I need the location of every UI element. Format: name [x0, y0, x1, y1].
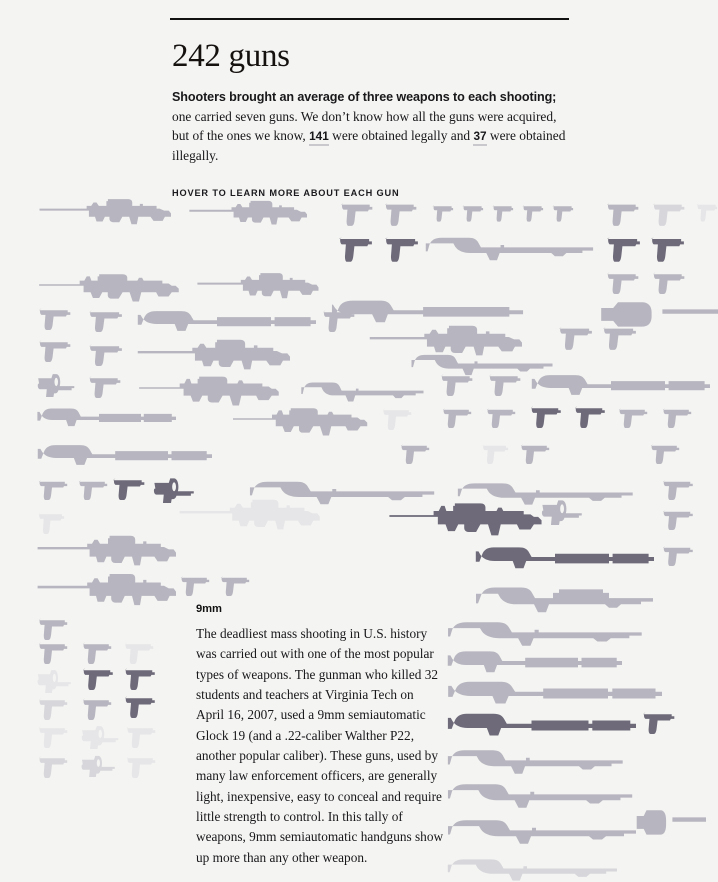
gun-icon-pistol-sm[interactable]: [460, 201, 490, 223]
gun-silhouette-pumpshotgun: [36, 439, 212, 477]
gun-silhouette-pistol: [36, 305, 80, 331]
gun-silhouette-pistol-sm: [490, 201, 520, 223]
gun-silhouette-ak47: [230, 401, 380, 437]
legal-count: 141: [309, 129, 329, 146]
gun-silhouette-pistol-sm: [550, 201, 580, 223]
gun-icon-pistol[interactable]: [640, 709, 684, 735]
gun-silhouette-pistol: [218, 573, 258, 597]
gun-icon-pistol[interactable]: [660, 507, 702, 531]
gun-icon-pistol[interactable]: [80, 665, 122, 691]
gun-icon-ak47[interactable]: [230, 401, 380, 437]
gun-icon-revolver[interactable]: [80, 753, 120, 777]
gun-icon-ar15[interactable]: [36, 569, 196, 611]
gun-icon-revolver[interactable]: [36, 371, 80, 397]
gun-silhouette-pistol: [36, 723, 76, 749]
gun-silhouette-pistol: [124, 723, 164, 749]
gun-silhouette-pistol: [616, 405, 656, 429]
gun-icon-pistol[interactable]: [556, 323, 602, 351]
gun-icon-pistol[interactable]: [86, 373, 130, 399]
gun-silhouette-pistol: [600, 323, 646, 351]
gun-silhouette-pumpshotgun: [36, 403, 176, 437]
gun-icon-rifle[interactable]: [446, 851, 626, 882]
gun-icon-pistol[interactable]: [486, 371, 530, 397]
gun-icon-pistol[interactable]: [36, 753, 76, 779]
gun-icon-pistol[interactable]: [650, 199, 694, 227]
gun-silhouette-pistol: [122, 639, 162, 665]
gun-silhouette-pistol: [486, 371, 530, 397]
gun-icon-pistol-sm[interactable]: [550, 201, 580, 223]
gun-icon-pistol[interactable]: [382, 233, 428, 263]
gun-icon-pumpshotgun[interactable]: [36, 403, 176, 437]
gun-silhouette-pistol: [480, 441, 516, 465]
gun-silhouette-pistol: [484, 405, 524, 429]
gun-icon-pistol[interactable]: [438, 371, 482, 397]
gun-icon-ar15[interactable]: [196, 269, 336, 303]
gun-silhouette-pistol: [80, 665, 122, 691]
gun-icon-pumpshotgun[interactable]: [36, 439, 212, 477]
gun-icon-ak47[interactable]: [386, 495, 556, 537]
deck-text: [172, 87, 566, 166]
gun-silhouette-pistol: [518, 441, 558, 465]
gun-icon-pistol[interactable]: [648, 233, 694, 263]
gun-silhouette-ar15: [36, 531, 196, 571]
gun-silhouette-pistol: [660, 543, 702, 567]
gun-silhouette-pistol: [110, 475, 154, 501]
gun-icon-pistol[interactable]: [36, 723, 76, 749]
gun-silhouette-pistol: [648, 441, 688, 465]
gun-silhouette-ar15: [196, 269, 336, 303]
gun-icon-pistol[interactable]: [604, 199, 648, 227]
gun-icon-revolver[interactable]: [36, 667, 76, 693]
annotation-body: The deadliest mass shooting in U.S. history was carried out with one of the most popular types of weapons. The gunman who killed 32 students and teachers at Virginia Tech on April 16, 2007, used a 9mm semiautomatic Glock 19 (and a .22-caliber Walther P22, another popular caliber). These guns, used by many law enforcement officers, are generally light, inexpensive, easy to conceal and require little strength to control. In this tally of weapons, 9mm semiautomatic handguns show up more than any other weapon.: [196, 626, 444, 865]
gun-icon-pistol[interactable]: [36, 639, 76, 665]
gun-silhouette-pistol: [122, 665, 164, 691]
gun-silhouette-pistol-sm: [430, 201, 460, 223]
gun-icon-pistol[interactable]: [380, 405, 420, 431]
gun-silhouette-pistol: [36, 337, 80, 363]
gun-icon-stock[interactable]: [636, 803, 706, 839]
gun-icon-pumpshotgun[interactable]: [474, 541, 654, 581]
gun-silhouette-pistol: [440, 405, 480, 429]
gun-silhouette-revolver: [80, 723, 124, 749]
gun-silhouette-pistol: [572, 403, 614, 429]
gun-icon-pistol[interactable]: [122, 639, 162, 665]
gun-icon-pistol[interactable]: [36, 337, 80, 363]
annotation-title: 9mm: [196, 603, 222, 615]
gun-icon-rifle[interactable]: [424, 229, 602, 269]
gun-silhouette-revolver: [36, 371, 80, 397]
gun-silhouette-pistol: [336, 233, 382, 263]
gun-icon-pistol[interactable]: [600, 323, 646, 351]
deck-lead: Shooters brought an average of three weapons to each shooting;: [172, 90, 557, 104]
gun-silhouette-rifle: [446, 811, 646, 853]
gun-silhouette-pistol: [86, 341, 132, 367]
deck-rest-2: were obtained legally and: [328, 128, 474, 144]
gun-icon-pistol[interactable]: [86, 341, 132, 367]
deck-rest-1: one carried seven guns. We don’t know how all the guns were acquired, but of the ones we know,: [172, 108, 557, 144]
gun-silhouette-pistol: [604, 199, 648, 227]
gun-silhouette-pistol: [660, 405, 700, 429]
gun-silhouette-pistol: [382, 233, 428, 263]
gun-silhouette-pistol: [36, 753, 76, 779]
gun-silhouette-pistol: [660, 507, 702, 531]
gun-icon-pistol[interactable]: [382, 199, 426, 227]
gun-icon-pistol[interactable]: [218, 573, 258, 597]
gun-icon-pistol[interactable]: [36, 305, 80, 331]
gun-silhouette-ar15: [38, 195, 190, 229]
gun-silhouette-pistol: [80, 695, 120, 721]
page-title: 242 guns: [172, 38, 290, 74]
gun-icon-pistol-sm[interactable]: [694, 199, 718, 223]
gun-icon-pistol[interactable]: [124, 753, 164, 779]
gun-icon-pistol[interactable]: [36, 477, 76, 501]
gun-icon-pistol[interactable]: [122, 665, 164, 691]
gun-silhouette-pistol-sm: [460, 201, 490, 223]
deck-rest-3: were obtained illegally.: [172, 128, 566, 164]
gun-icon-ar15[interactable]: [38, 195, 190, 229]
gun-icon-pistol[interactable]: [650, 269, 694, 295]
gun-icon-pumpshotgun[interactable]: [530, 369, 710, 407]
gun-icon-pistol[interactable]: [528, 403, 570, 429]
header: [170, 18, 570, 198]
gun-icon-pistol[interactable]: [336, 233, 382, 263]
gun-icon-pistol[interactable]: [338, 199, 382, 227]
gun-icon-pistol[interactable]: [80, 695, 120, 721]
gun-icon-pistol[interactable]: [178, 573, 218, 597]
gun-silhouette-pistol: [36, 639, 76, 665]
gun-silhouette-rifle: [424, 229, 602, 269]
gun-silhouette-pistol: [604, 233, 650, 263]
gun-icon-pistol[interactable]: [36, 615, 76, 641]
gun-silhouette-revolver: [36, 667, 76, 693]
gun-silhouette-ar15: [36, 569, 196, 611]
gun-silhouette-pistol: [660, 477, 702, 501]
gun-icon-revolver[interactable]: [540, 497, 588, 525]
gun-icon-pistol[interactable]: [604, 233, 650, 263]
gun-silhouette-ar15: [178, 495, 340, 535]
gun-icon-pistol[interactable]: [122, 693, 164, 719]
gun-icon-pistol[interactable]: [660, 543, 702, 567]
gun-silhouette-pumpshotgun: [530, 369, 710, 407]
gun-silhouette-pistol: [650, 199, 694, 227]
gun-icon-ak47[interactable]: [36, 267, 192, 303]
hover-hint-label: HOVER TO LEARN MORE ABOUT EACH GUN: [172, 187, 400, 198]
gun-silhouette-pistol: [36, 477, 76, 501]
gun-icon-pistol[interactable]: [480, 441, 516, 465]
gun-silhouette-revolver: [80, 753, 120, 777]
gun-silhouette-pistol: [528, 403, 570, 429]
gun-silhouette-pistol: [178, 573, 218, 597]
gun-silhouette-pistol: [338, 199, 382, 227]
gun-silhouette-pistol-sm: [520, 201, 550, 223]
gun-icon-pistol-sm[interactable]: [490, 201, 520, 223]
gun-icon-pistol[interactable]: [124, 723, 164, 749]
gun-icon-pistol[interactable]: [604, 269, 648, 295]
gun-icon-pistol-sm[interactable]: [520, 201, 550, 223]
gun-silhouette-pistol: [122, 693, 164, 719]
top-rule: [170, 18, 569, 20]
gun-icon-pistol[interactable]: [320, 307, 364, 333]
gun-silhouette-pumpshotgun: [474, 541, 654, 581]
gun-icon-pistol[interactable]: [616, 405, 656, 429]
gun-icon-ar15[interactable]: [188, 197, 324, 229]
gun-silhouette-pistol: [648, 233, 694, 263]
gun-icon-pistol[interactable]: [80, 639, 120, 665]
gun-silhouette-pistol: [650, 269, 694, 295]
gun-silhouette-pistol: [124, 753, 164, 779]
gun-silhouette-pistol: [438, 371, 482, 397]
gun-icon-pistol[interactable]: [518, 441, 558, 465]
gun-icon-pistol[interactable]: [484, 405, 524, 429]
gun-silhouette-pistol: [36, 615, 76, 641]
gun-silhouette-revolver: [540, 497, 588, 525]
gun-silhouette-ak47: [386, 495, 556, 537]
gun-icon-pistol-sm[interactable]: [430, 201, 460, 223]
gun-silhouette-pistol: [320, 307, 364, 333]
gun-silhouette-rifle: [446, 851, 626, 882]
gun-annotation-callout: [196, 603, 444, 868]
gun-icon-revolver[interactable]: [80, 723, 124, 749]
gun-icon-pistol[interactable]: [660, 477, 702, 501]
gun-silhouette-pistol: [380, 405, 420, 431]
gun-silhouette-pistol: [556, 323, 602, 351]
gun-silhouette-ak47: [36, 267, 192, 303]
gun-icon-pistol[interactable]: [398, 441, 438, 465]
gun-icon-pistol[interactable]: [648, 441, 688, 465]
gun-icon-pistol[interactable]: [86, 307, 132, 333]
gun-silhouette-pistol: [80, 639, 120, 665]
illegal-count: 37: [473, 129, 486, 146]
gun-silhouette-ar15: [188, 197, 324, 229]
gun-icon-pistol[interactable]: [36, 695, 76, 721]
gun-silhouette-pistol: [640, 709, 684, 735]
gun-silhouette-pistol: [86, 307, 132, 333]
gun-icon-ar15[interactable]: [178, 495, 340, 535]
gun-icon-pistol[interactable]: [572, 403, 614, 429]
gun-silhouette-pistol: [86, 373, 130, 399]
gun-silhouette-pistol: [604, 269, 648, 295]
gun-icon-ar15[interactable]: [36, 531, 196, 571]
gun-silhouette-pistol-sm: [694, 199, 718, 223]
gun-icon-rifle[interactable]: [446, 811, 646, 853]
gun-silhouette-pistol: [36, 695, 76, 721]
gun-icon-pistol[interactable]: [660, 405, 700, 429]
gun-silhouette-stock: [636, 803, 706, 839]
gun-icon-pistol[interactable]: [110, 475, 154, 501]
gun-icon-pistol[interactable]: [440, 405, 480, 429]
gun-silhouette-pistol: [398, 441, 438, 465]
gun-silhouette-pistol: [382, 199, 426, 227]
